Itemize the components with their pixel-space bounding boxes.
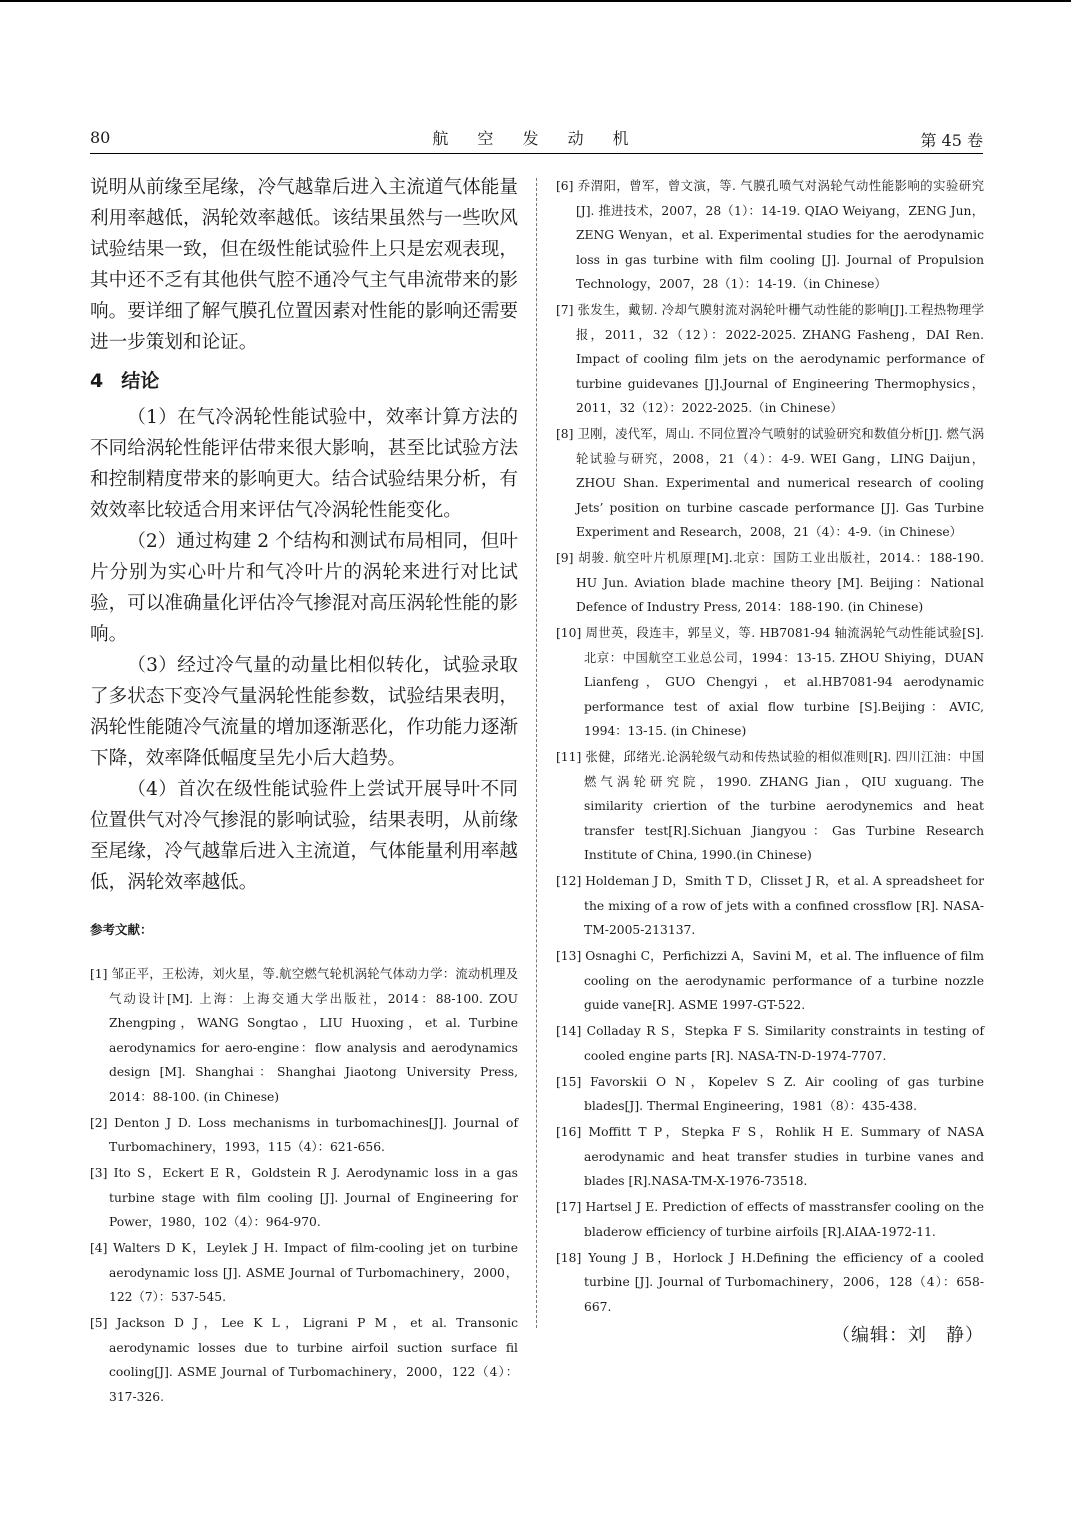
header-rule bbox=[90, 153, 983, 154]
left-column bbox=[90, 172, 518, 1411]
journal-title: 航 空 发 动 机 bbox=[432, 129, 641, 148]
reference-item: [16] Moffitt T P，Stepka F S，Rohlik H E. Summary of NASA aerodynamic and heat transfer studies in turbine vanes and blades [R].NASA-TM-X-1976-73518. bbox=[556, 1125, 984, 1188]
section-title: 结论 bbox=[121, 370, 160, 392]
reference-item: [15] Favorskii O N，Kopelev S Z. Air cooling of gas turbine blades[J]. Thermal Engineering，1981（8）：435-438. bbox=[556, 1074, 984, 1113]
reference-item: [3] Ito S，Eckert E R，Goldstein R J. Aerodynamic loss in a gas turbine stage with film cooling [J]. Journal of Engineering for Power，1980，102（4）：964-970. bbox=[90, 1166, 518, 1229]
reference-item: [7] 张发生，戴韧. 冷却气膜射流对涡轮叶栅气动性能的影响[J].工程热物理学报，2011，32（12）：2022-2025. ZHANG Fasheng，DAI Ren. Impact of cooling film jets on the aerodynamic performance of turbine guidevanes [J].Journal of Engineering Thermophysics，2011，32（12）：2022-2025.（in Chinese） bbox=[556, 303, 984, 415]
reference-item: [13] Osnaghi C，Perfichizzi A，Savini M，et al. The influence of film cooling on the aerodynamic performance of a turbine nozzle guide vane[R]. ASME 1997-GT-522. bbox=[556, 949, 984, 1012]
reference-item: [14] Colladay R S，Stepka F S. Similarity constraints in testing of cooled engine parts [R]. NASA-TN-D-1974-7707. bbox=[556, 1024, 984, 1063]
reference-item: [5] Jackson D J，Lee K L，Ligrani P M，et al. Transonic aerodynamic losses due to turbine airfoil suction surface fil cooling[J]. ASME Journal of Turbomachinery，2000，122（4）：317-326. bbox=[90, 1316, 518, 1404]
reference-item: [10] 周世英，段连丰，郭呈义，等. HB7081-94 轴流涡轮气动性能试验[S].北京：中国航空工业总公司，1994：13-15. ZHOU Shiying，DUAN Lianfeng，GUO Chengyi，et al.HB7081-94 aerodynamic performance test of axial flow turbine [S].Beijing：AVIC, 1994：13-15. (in Chinese) bbox=[556, 626, 984, 738]
top-border bbox=[0, 0, 1071, 2]
reference-item: [9] 胡骏. 航空叶片机原理[M].北京：国防工业出版社，2014.：188-190. HU Jun. Aviation blade machine theory [M]. Beijing：National Defence of Industry Press, 2014：188-190. (in Chinese) bbox=[556, 551, 984, 614]
reference-item: [8] 卫刚，凌代军，周山. 不同位置冷气喷射的试验研究和数值分析[J]. 燃气涡轮试验与研究，2008，21（4）：4-9. WEI Gang，LING Daijun，ZHOU Shan. Experimental and numerical research of cooling Jets’ position on turbine cascade performance [J]. Gas Turbine Experiment and Research，2008，21（4）：4-9.（in Chinese） bbox=[556, 427, 984, 539]
page-header bbox=[90, 124, 983, 150]
reference-item: [12] Holdeman J D，Smith T D，Clisset J R，et al. A spreadsheet for the mixing of a row of jets with a confined crossflow [R]. NASA-TM-2005-213137. bbox=[556, 874, 984, 937]
reference-item: [17] Hartsel J E. Prediction of effects of masstransfer cooling on the bladerow efficiency of turbine airfoils [R].AIAA-1972-11. bbox=[556, 1200, 984, 1239]
body-paragraph: 说明从前缘至尾缘，冷气越靠后进入主流道气体能量利用率越低，涡轮效率越低。该结果虽然与一些吹风试验结果一致，但在级性能试验件上只是宏观表现，其中还不乏有其他供气腔不通冷气主气串流带来的影响。要详细了解气膜孔位置因素对性能的影响还需要进一步策划和论证。 bbox=[90, 177, 518, 353]
conclusion-paragraph: （3）经过冷气量的动量比相似转化，试验录取了多状态下变冷气量涡轮性能参数，试验结果表明，涡轮性能随冷气流量的增加逐渐恶化，作功能力逐渐下降，效率降低幅度呈先小后大趋势。 bbox=[90, 655, 518, 769]
right-column bbox=[556, 174, 984, 1347]
section-heading bbox=[90, 366, 518, 393]
reference-item: [1] 邹正平，王松涛，刘火星，等.航空燃气轮机涡轮气体动力学：流动机理及气动设计[M]. 上海：上海交通大学出版社，2014：88-100. ZOU Zhengping，WANG Songtao，LIU Huoxing，et al. Turbine aerodynamics for aero-engine：flow analysis and aerodynamics design [M]. Shanghai：Shanghai Jiaotong University Press, 2014：88-100. (in Chinese) bbox=[90, 967, 518, 1104]
conclusion-paragraph: （1）在气冷涡轮性能试验中，效率计算方法的不同给涡轮性能评估带来很大影响，甚至比试验方法和控制精度带来的影响更大。结合试验结果分析，有效效率比较适合用来评估气冷涡轮性能变化。 bbox=[90, 407, 518, 521]
section-number: 4 bbox=[90, 370, 104, 392]
references-heading: 参考文献： bbox=[90, 922, 153, 937]
reference-item: [2] Denton J D. Loss mechanisms in turbomachines[J]. Journal of Turbomachinery，1993，115（4）：621-656. bbox=[90, 1115, 518, 1154]
reference-item: [11] 张健，邱绪光.论涡轮级气动和传热试验的相似准则[R]. 四川江油：中国燃气涡轮研究院，1990. ZHANG Jian，QIU xuguang. The similarity criertion of the turbine aerodynemics and heat transfer test[R].Sichuan Jiangyou：Gas Turbine Research Institute of China, 1990.(in Chinese) bbox=[556, 750, 984, 862]
editor-note: （编辑：刘 静） bbox=[832, 1325, 984, 1346]
reference-item: [18] Young J B，Horlock J H.Defining the efficiency of a cooled turbine [J]. Journal of Turbomachinery，2006，128（4）：658-667. bbox=[556, 1250, 984, 1314]
page-number: 80 bbox=[90, 128, 111, 147]
conclusion-paragraph: （2）通过构建 2 个结构和测试布局相同，但叶片分别为实心叶片和气冷叶片的涡轮来进行对比试验，可以准确量化评估冷气掺混对高压涡轮性能的影响。 bbox=[90, 531, 518, 645]
column-divider bbox=[536, 178, 537, 1328]
reference-item: [6] 乔渭阳，曾军，曾文演，等. 气膜孔喷气对涡轮气动性能影响的实验研究[J]. 推进技术，2007，28（1）：14-19. QIAO Weiyang，ZENG Jun，ZENG Wenyan，et al. Experimental studies for the aerodynamic loss in gas turbine with film cooling [J]. Journal of Propulsion Technology，2007，28（1）：14-19.（in Chinese） bbox=[556, 179, 984, 291]
volume-label: 第 45 卷 bbox=[920, 131, 983, 150]
conclusion-paragraph: （4）首次在级性能试验件上尝试开展导叶不同位置供气对冷气掺混的影响试验，结果表明，从前缘至尾缘，冷气越靠后进入主流道，气体能量利用率越低，涡轮效率越低。 bbox=[90, 779, 518, 893]
reference-item: [4] Walters D K，Leylek J H. Impact of film-cooling jet on turbine aerodynamic loss [J]. ASME Journal of Turbomachinery，2000，122（7）：537-545. bbox=[90, 1241, 518, 1304]
